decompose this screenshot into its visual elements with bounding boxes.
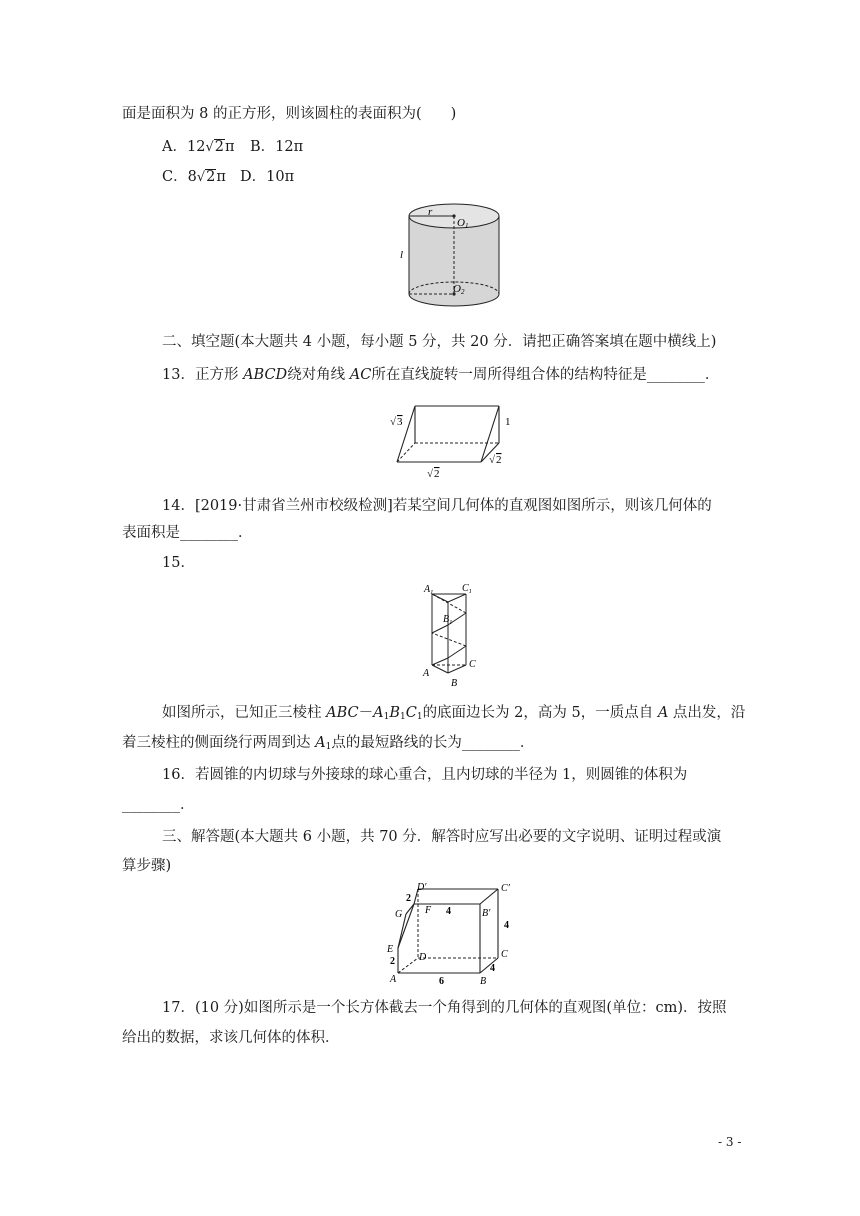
q17-line-1: 17．(10 分)如图所示是一个长方体截去一个角得到的几何体的直观图(单位：cm)．按照 bbox=[162, 1000, 727, 1016]
label-b-prime: B′ bbox=[482, 908, 491, 919]
section-2-heading: 二、填空题(本大题共 4 小题，每小题 5 分，共 20 分．请把正确答案填在题中横线上) bbox=[162, 334, 717, 350]
label-4-right: 4 bbox=[504, 920, 509, 931]
label-b: B bbox=[480, 976, 487, 987]
q12-option-c: C．8√2π bbox=[162, 169, 226, 185]
label-sqrt2-bottom: 2 bbox=[434, 468, 440, 480]
label-r: r bbox=[428, 206, 433, 218]
svg-text:O1: O1 bbox=[457, 217, 469, 230]
q12-option-b: B．12π bbox=[250, 139, 304, 155]
label-g: G bbox=[395, 909, 403, 920]
svg-text:B1: $B_1$ bbox=[443, 614, 453, 626]
label-f: F bbox=[425, 905, 432, 916]
label-sqrt2-right: 2 bbox=[496, 454, 502, 466]
svg-text:C1: $C_1$ bbox=[462, 583, 472, 595]
svg-text:√: √ bbox=[390, 416, 397, 428]
label-a: A bbox=[423, 668, 430, 679]
label-e: E bbox=[387, 944, 394, 955]
q17-line-2: 给出的数据，求该几何体的体积． bbox=[122, 1030, 340, 1046]
label-o2: O bbox=[453, 283, 461, 295]
label-c1: C bbox=[462, 583, 469, 594]
label-sqrt3: 3 bbox=[397, 416, 403, 428]
page-number: - 3 - bbox=[718, 1135, 742, 1149]
q13-text: 13．正方形 ABCD绕对角线 AC所在直线旋转一周所得组合体的结构特征是________． bbox=[162, 367, 720, 383]
label-d-prime: D′ bbox=[417, 882, 427, 893]
label-c-prime: C′ bbox=[501, 883, 510, 894]
label-o1: O bbox=[457, 217, 465, 229]
q16-line-2: ________． bbox=[122, 797, 195, 813]
q16-line-1: 16．若圆锥的内切球与外接球的球心重合，且内切球的半径为 1，则圆锥的体积为 bbox=[162, 767, 688, 783]
q12-option-d: D．10π bbox=[240, 169, 295, 185]
label-b: B bbox=[451, 678, 458, 689]
q12-option-a: A．12√2π bbox=[162, 139, 235, 155]
label-a: A bbox=[390, 974, 397, 985]
section-3-heading-line-2: 算步骤) bbox=[122, 858, 172, 874]
label-c: C bbox=[469, 659, 476, 670]
svg-text:√: √ bbox=[427, 468, 434, 480]
svg-text:A1: $A_1$ bbox=[424, 584, 434, 596]
prism-figure-q14 bbox=[385, 398, 525, 482]
q14-line-2: 表面积是________． bbox=[122, 525, 253, 541]
section-3-heading-line-1: 三、解答题(本大题共 6 小题，共 70 分．解答时应写出必要的文字说明、证明过程或演 bbox=[162, 829, 722, 845]
q14-line-1: 14．[2019·甘肃省兰州市校级检测]若某空间几何体的直观图如图所示，则该几何体的 bbox=[162, 498, 712, 514]
label-a1: A bbox=[424, 584, 431, 595]
label-6: 6 bbox=[439, 976, 444, 987]
q15-line-1: 如图所示，已知正三棱柱 $ABC-A_1B_1C_1$的底面边长为 2，高为 5，一质点自 A 点出发，沿 bbox=[162, 705, 746, 722]
svg-text:√: √ bbox=[489, 454, 496, 466]
triangular-prism-figure bbox=[420, 578, 482, 692]
label-d: D bbox=[419, 952, 427, 963]
label-4-top: 4 bbox=[446, 906, 451, 917]
cuboid-figure-q17 bbox=[384, 880, 524, 986]
label-2-left: 2 bbox=[390, 956, 395, 967]
q15-number: 15． bbox=[162, 555, 195, 571]
q12-stem-tail: 面是面积为 8 的正方形，则该圆柱的表面积为( ) bbox=[122, 106, 457, 122]
label-c: C bbox=[501, 949, 508, 960]
label-2-top: 2 bbox=[406, 893, 411, 904]
label-l: l bbox=[400, 249, 404, 261]
q15-line-2: 着三棱柱的侧面绕行两周到达 $A_1$点的最短路线的长为________． bbox=[122, 735, 535, 752]
label-one: 1 bbox=[505, 416, 511, 428]
svg-text:O2: O2 bbox=[453, 283, 465, 296]
label-4-bottom: 4 bbox=[490, 963, 495, 974]
label-b1: B bbox=[443, 614, 450, 625]
cylinder-figure bbox=[395, 198, 515, 310]
